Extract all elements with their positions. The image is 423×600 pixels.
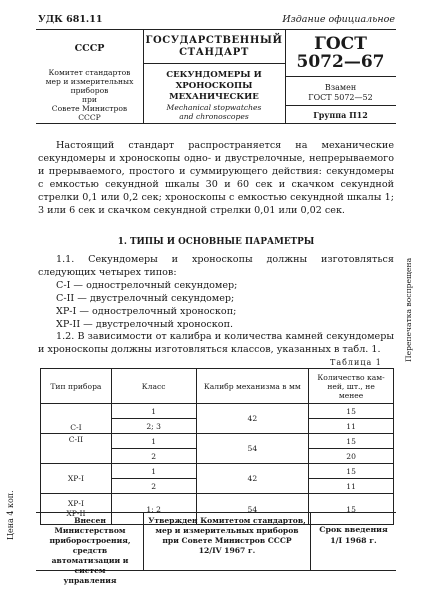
group-divider (285, 105, 396, 106)
english-title-line: and chronoscopes (179, 111, 249, 121)
gost-divider (285, 76, 396, 77)
col-header-class: Класс (111, 369, 196, 404)
title-block-bottom (36, 123, 396, 124)
section-heading: 1. ТИПЫ И ОСНОВНЫЕ ПАРАМЕТРЫ (117, 237, 315, 247)
stones-cell: 15 (309, 404, 394, 419)
committee-line: при (82, 95, 97, 104)
introduced-by (38, 516, 142, 586)
price-label: Цена 4 коп. (6, 490, 15, 540)
stones-cell: 11 (309, 419, 394, 434)
standard-type-line: ГОСУДАРСТВЕННЫЙ (145, 35, 283, 46)
english-title-line: Mechanical stopwatches (166, 103, 262, 112)
table-row (41, 464, 394, 479)
type-line: ХР-I (67, 499, 84, 508)
approved-by (144, 516, 310, 556)
table-row (41, 404, 394, 419)
document-title (143, 70, 285, 103)
committee-line: Совете Министров (51, 104, 128, 113)
standard-type (143, 35, 285, 59)
english-title (143, 104, 285, 121)
group-label: Группа П12 (313, 110, 368, 120)
gost-number-line: ГОСТ (314, 34, 367, 54)
stones-header-line: ней, шт., не (327, 381, 375, 391)
stones-cell: 15 (309, 464, 394, 479)
effective-date (311, 524, 396, 546)
stones-cell: 15 (309, 494, 394, 525)
class-cell: 1; 2 (111, 494, 196, 525)
caliber-cell: 54 (196, 434, 309, 464)
committee-block (36, 68, 143, 122)
approved-line: мер и измерительных приборов (155, 526, 299, 535)
introduced-line: управления (63, 576, 117, 585)
committee-line: приборов (70, 86, 109, 95)
stones-cell: 11 (309, 479, 394, 494)
footer-top (36, 512, 396, 513)
approved-line: Утвержден Комитетом стандартов, (148, 516, 306, 525)
type-item: С-II — двустрелочный секундомер; (56, 293, 235, 304)
stones-cell: 20 (309, 449, 394, 464)
effective-line: 1/I 1968 г. (330, 536, 377, 545)
col-header-caliber: Калибр механизма в мм (196, 369, 309, 404)
stones-cell: 15 (309, 434, 394, 449)
committee-line: мер и измерительных (45, 77, 134, 86)
classes-table (40, 368, 394, 525)
intro-paragraph: Настоящий стандарт распространяется на механические секундомеры и хроноскопы одно- и двустрелочные, непрерываемого и прерываемого, простого и суммирующего действия: секундомеры с емкостью секундной шкалы 30 и 60 сек и скачком секундной стрелки 0,1 или 0,2 сек; хроноскопы с емкостью секундной шкалы 1; 3 или 6 сек и скачком секундной стрелки 0,01 или 0,02 сек. (38, 140, 394, 216)
approved-line: 12/IV 1967 г. (198, 546, 256, 555)
class-cell: 1 (111, 464, 196, 479)
introduced-line: автоматизации и систем (51, 556, 129, 575)
introduced-line: приборостроения, средств (49, 536, 131, 555)
table-caption: Таблица 1 (330, 358, 382, 367)
reprint-prohibited-note: Перепечатка воспрещена (404, 257, 413, 362)
gost-number (285, 35, 396, 71)
replaces-note (285, 83, 396, 103)
approved-line: при Совете Министров СССР (162, 536, 292, 545)
types-list (56, 279, 386, 331)
caliber-cell: 42 (196, 464, 309, 494)
stones-header-line: Количество кам- (317, 372, 385, 382)
table-row (41, 434, 394, 449)
type-item: С-I — однострелочный секундомер; (56, 280, 238, 291)
caliber-cell: 54 (196, 494, 309, 525)
udk-code: УДК 681.11 (38, 14, 103, 25)
country-label: СССР (74, 43, 105, 54)
committee-line: СССР (78, 113, 101, 122)
class-cell: 2 (111, 449, 196, 464)
class-cell: 2; 3 (111, 419, 196, 434)
class-cell: 1 (111, 404, 196, 419)
type-line: ХР-II (66, 509, 86, 518)
title-line: СЕКУНДОМЕРЫ И (166, 70, 262, 80)
standard-type-line: СТАНДАРТ (179, 47, 249, 58)
type-cell: С-I (41, 404, 112, 434)
introduced-line: Внесен Министерством (54, 516, 126, 535)
caliber-cell: 42 (196, 404, 309, 434)
effective-line: Срок введения (319, 525, 388, 534)
col-header-type: Тип прибора (41, 369, 112, 404)
type-cell: ХР-I (41, 464, 112, 494)
replaces-line: Взамен (324, 83, 357, 92)
title-line: ХРОНОСКОПЫ (175, 81, 253, 91)
stones-header-line: менее (338, 390, 364, 400)
class-cell: 2 (111, 479, 196, 494)
title-line: МЕХАНИЧЕСКИЕ (169, 92, 259, 102)
col-header-stones (309, 369, 394, 404)
committee-line: Комитет стандартов (48, 68, 131, 77)
class-cell: 1 (111, 434, 196, 449)
standard-type-divider (143, 63, 285, 64)
type-cell: С-II (41, 434, 112, 464)
replaces-line: ГОСТ 5072—52 (308, 93, 373, 102)
paragraph-1-1: 1.1. Секундомеры и хроноскопы должны изготовляться следующих четырех типов: (38, 254, 394, 278)
gost-number-line: 5072—67 (296, 52, 385, 72)
paragraph-1-2: 1.2. В зависимости от калибра и количества камней секундомеры и хроноскопы должны изготовляться классов, указанных в табл. 1. (38, 331, 394, 355)
type-item: ХР-I — однострелочный хроноскоп; (56, 306, 237, 317)
type-item: ХР-II — двустрелочный хроноскоп. (56, 319, 234, 330)
header-divider (36, 29, 396, 30)
official-edition-label: Издание официальное (282, 14, 395, 25)
